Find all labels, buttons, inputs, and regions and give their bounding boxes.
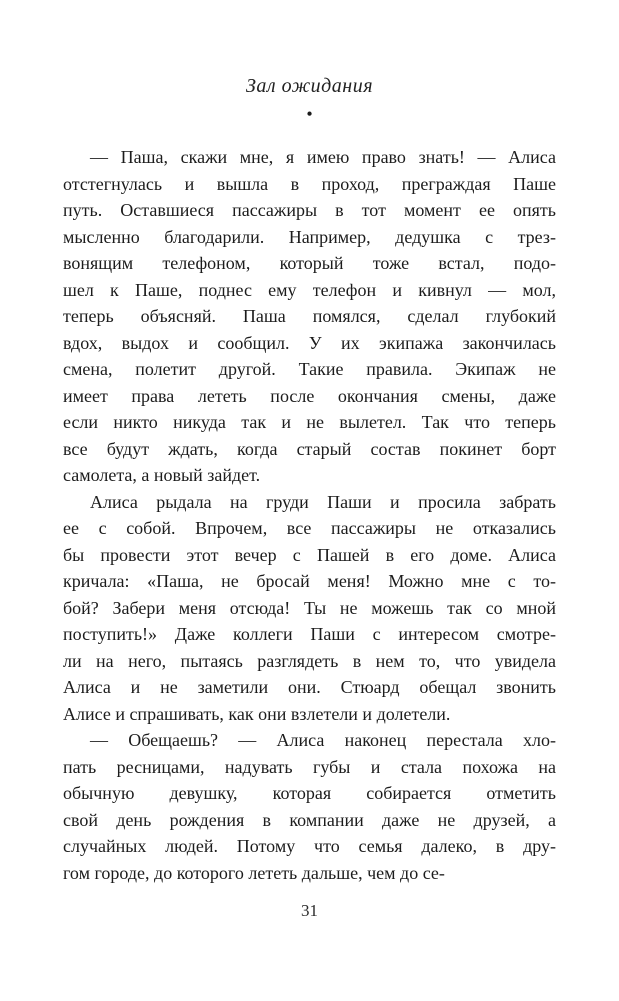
body-line: ли на него, пытаясь разглядеть в нем то, что увидела xyxy=(63,650,556,671)
body-line: Алисе и спрашивать, как они взлетели и долетели. xyxy=(63,703,451,724)
body-line: ее с собой. Впрочем, все пассажиры не отказались xyxy=(63,518,556,538)
body-line: гом городе, до которого лететь дальше, чем до се- xyxy=(63,862,445,883)
body-line: свой день рождения в компании даже не друзей, а xyxy=(63,809,556,830)
body-line: — Обещаешь? — Алиса наконец перестала хло- xyxy=(90,730,556,750)
body-line: все будут ждать, когда старый состав покинет борт xyxy=(63,438,556,459)
body-line: обычную девушку, которая собирается отметить xyxy=(63,783,556,803)
body-line: мысленно благодарили. Например, дедушка с трез- xyxy=(63,226,556,247)
body-line: смена, полетит другой. Такие правила. Экипаж не xyxy=(63,359,556,379)
page-number: 31 xyxy=(301,901,318,920)
body-line: самолета, а новый зайдет. xyxy=(63,465,261,485)
body-line: бой? Забери меня отсюда! Ты не можешь так со мной xyxy=(63,597,556,618)
body-line: теперь объясняй. Паша помялся, сделал глубокий xyxy=(63,306,556,326)
body-line: путь. Оставшиеся пассажиры в тот момент ее опять xyxy=(63,200,556,220)
body-line: вонящим телефоном, который тоже встал, подо- xyxy=(63,253,556,273)
body-line: отстегнулась и вышла в проход, преграждая Паше xyxy=(63,173,556,194)
chapter-title: Зал ожидания xyxy=(245,75,374,97)
paragraph xyxy=(63,727,556,886)
body-line: Алиса рыдала на груди Паши и просила забрать xyxy=(90,491,556,512)
body-line: пать ресницами, надувать губы и стала похожа на xyxy=(63,756,556,777)
body-line: кричала: «Паша, не бросай меня! Можно мне с то- xyxy=(63,571,556,591)
body-line: бы провести этот вечер с Пашей в его доме. Алиса xyxy=(63,544,556,565)
paragraph xyxy=(63,144,556,489)
body-line: шел к Паше, поднес ему телефон и кивнул — мол, xyxy=(63,279,556,300)
body-line: поступить!» Даже коллеги Паши с интересом смотре- xyxy=(63,624,556,644)
body-line: если никто никуда так и не вылетел. Так что теперь xyxy=(63,412,556,432)
body-line: вдох, выдох и сообщил. У их экипажа закончилась xyxy=(63,332,556,353)
body-line: случайных людей. Потому что семья далеко, в дру- xyxy=(63,836,556,856)
paragraph xyxy=(63,489,556,728)
body-line: — Паша, скажи мне, я имею право знать! — Алиса xyxy=(90,147,556,167)
page-text xyxy=(63,144,556,886)
section-dot-icon: • xyxy=(306,104,313,124)
body-line: имеет права лететь после окончания смены, даже xyxy=(63,385,556,406)
body-line: Алиса и не заметили они. Стюард обещал звонить xyxy=(63,677,556,697)
